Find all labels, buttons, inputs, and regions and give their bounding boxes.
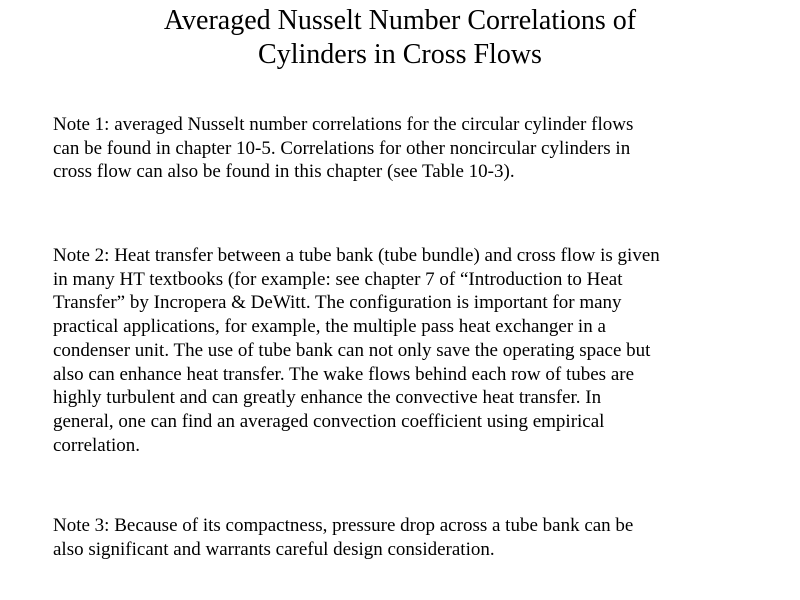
page-title [0,4,800,72]
note-3: Note 3: Because of its compactness, pressure drop across a tube bank can be also significant and warrants careful design consideration. [53,515,634,560]
title-line-1: Averaged Nusselt Number Correlations of [163,5,637,36]
title-line-2: Cylinders in Cross Flows [258,39,542,70]
note-2: Note 2: Heat transfer between a tube bank (tube bundle) and cross flow is given in many HT textbooks (for example: see chapter 7 of “Introduction to Heat Transfer” by Incropera & DeWitt. The configuration is important for many practical applications, for example, the multiple pass heat exchanger in a condenser unit. The use of tube bank can not only save the operating space but also can enhance heat transfer. The wake flows behind each row of tubes are highly turbulent and can greatly enhance the convective heat transfer. In general, one can find an averaged convection coefficient using empirical correlation. [53,245,660,456]
note-1: Note 1: averaged Nusselt number correlations for the circular cylinder flows can be found in chapter 10-5. Correlations for other noncircular cylinders in cross flow can also be found in this chapter (see Table 10-3). [53,114,634,183]
